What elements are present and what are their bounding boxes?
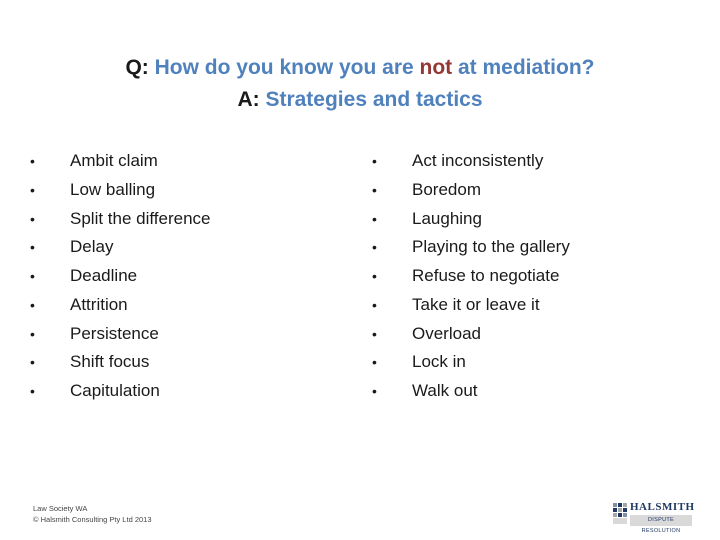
list-item	[30, 320, 211, 349]
list-item	[372, 348, 570, 377]
list-item-text: Persistence	[70, 323, 159, 343]
list-item	[372, 320, 570, 349]
list-item	[372, 291, 570, 320]
list-item	[30, 262, 211, 291]
bullet-icon: •	[30, 354, 35, 371]
bullet-icon: •	[372, 153, 377, 169]
list-item	[30, 147, 211, 176]
footer-credits	[33, 503, 152, 525]
bullet-icon: •	[30, 210, 35, 227]
list-item-text: Refuse to negotiate	[412, 266, 560, 285]
question-line	[0, 52, 720, 84]
question-part2: at mediation?	[452, 56, 595, 79]
question-highlight: not	[419, 56, 453, 79]
list-item-text: Delay	[70, 237, 114, 257]
bullet-icon: •	[30, 383, 35, 399]
list-item-text: Take it or leave it	[412, 294, 540, 314]
list-item	[30, 348, 211, 377]
bullet-icon: •	[372, 296, 377, 313]
bullet-icon: •	[30, 296, 35, 313]
list-item	[372, 205, 570, 234]
list-item-text: Walk out	[412, 381, 478, 400]
bullet-icon: •	[30, 153, 35, 169]
list-item	[30, 205, 211, 234]
list-item-text: Laughing	[412, 208, 482, 228]
bullet-icon: •	[372, 239, 377, 256]
right-bullet-list	[372, 147, 570, 406]
list-item	[372, 233, 570, 262]
halsmith-logo	[612, 499, 695, 534]
answer-line	[0, 84, 720, 116]
list-item-text: Split the difference	[70, 208, 211, 228]
bullet-icon: •	[30, 181, 35, 198]
bullet-icon: •	[372, 268, 377, 284]
logo-mark-icon	[612, 501, 628, 527]
bullet-icon: •	[372, 325, 377, 342]
footer-line-2: © Halsmith Consulting Pty Ltd 2013	[33, 515, 152, 524]
bullet-icon: •	[30, 325, 35, 342]
answer-text: Strategies and tactics	[265, 88, 483, 111]
bullet-icon: •	[30, 268, 35, 284]
bullet-icon: •	[30, 239, 35, 256]
list-item	[372, 262, 570, 291]
logo-name: HALSMITH	[630, 501, 695, 513]
footer-line-1: Law Society WA	[33, 504, 88, 513]
list-item-text: Boredom	[412, 179, 481, 199]
list-item-text: Attrition	[70, 294, 128, 314]
list-item	[30, 291, 211, 320]
list-item	[372, 377, 570, 406]
logo-subtitle: DISPUTE RESOLUTION	[630, 515, 692, 526]
bullet-icon: •	[372, 181, 377, 198]
list-item-text: Low balling	[70, 179, 156, 199]
slide-title	[0, 52, 720, 116]
list-item-text: Act inconsistently	[412, 151, 544, 170]
bullet-icon: •	[372, 354, 377, 371]
list-item-text: Overload	[412, 323, 481, 343]
answer-prefix: A:	[237, 88, 266, 111]
list-item	[372, 176, 570, 205]
list-item-text: Playing to the gallery	[412, 237, 570, 257]
left-bullet-list	[30, 147, 211, 406]
list-item	[30, 176, 211, 205]
question-part1: How do you know you are	[154, 56, 420, 79]
list-item-text: Shift focus	[70, 352, 150, 372]
list-item-text: Lock in	[412, 352, 466, 372]
list-item	[30, 377, 211, 406]
list-item	[372, 147, 570, 176]
bullet-icon: •	[372, 210, 377, 227]
list-item-text: Ambit claim	[70, 151, 158, 170]
list-item	[30, 233, 211, 262]
list-item-text: Deadline	[70, 266, 138, 285]
question-prefix: Q:	[125, 56, 155, 79]
list-item-text: Capitulation	[70, 381, 160, 400]
bullet-icon: •	[372, 383, 377, 399]
